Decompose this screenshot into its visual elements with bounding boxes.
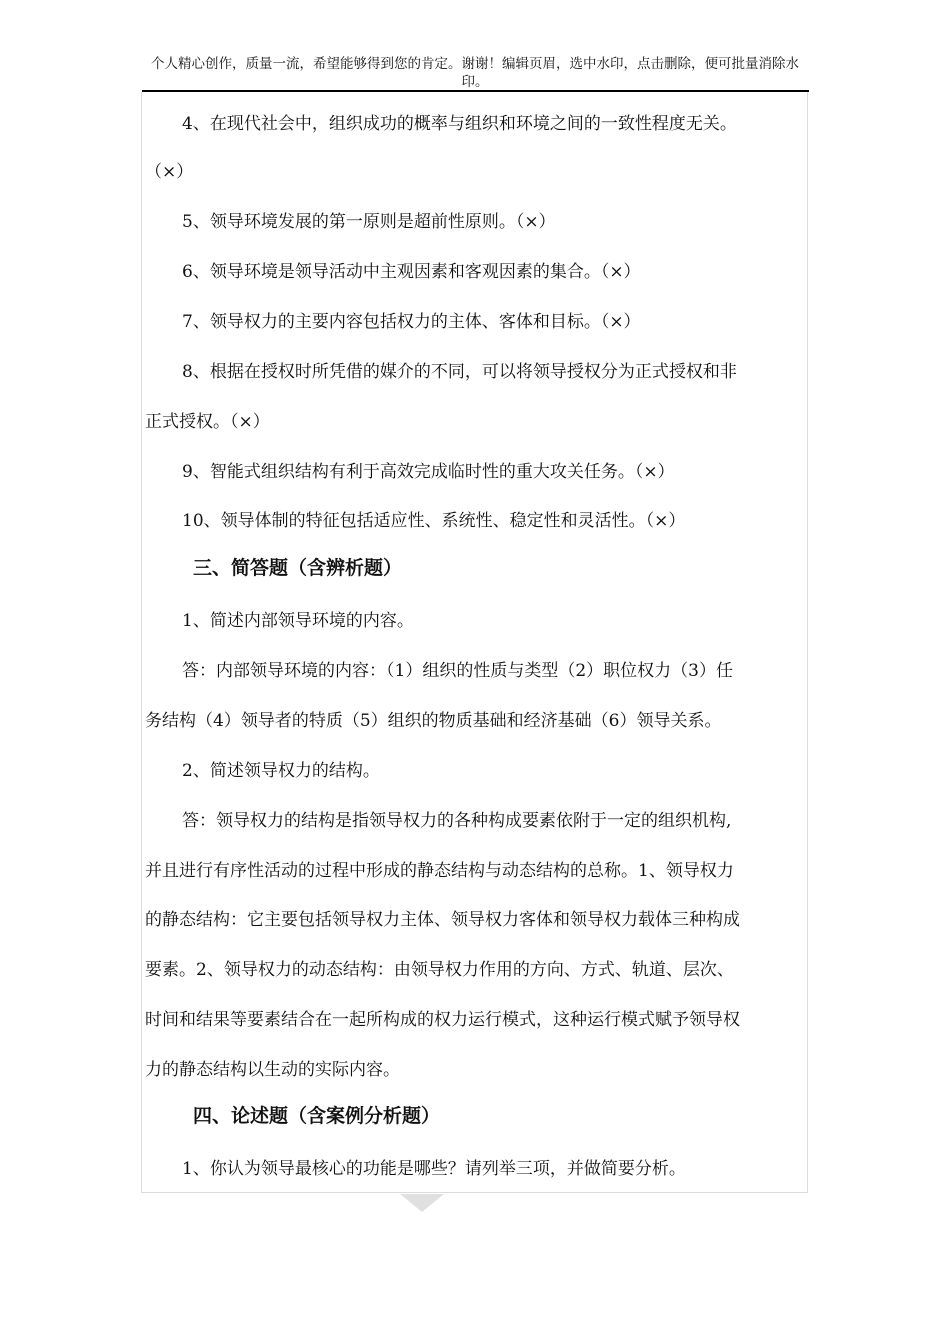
judgment-item-4-mark: （×）	[145, 162, 194, 182]
judgment-item-5: 5、领导环境发展的第一原则是超前性原则。（×）	[182, 212, 556, 232]
section-3-answer-2-line-4: 要素。2、领导权力的动态结构：由领导权力作用的方向、方式、轨道、层次、	[145, 960, 734, 980]
section-3-answer-1-line-2: 务结构（4）领导者的特质（5）组织的物质基础和经济基础（6）领导关系。	[145, 711, 722, 731]
header-watermark-text: 个人精心创作，质量一流，希望能够得到您的肯定。谢谢！编辑页眉，选中水印，点击删除，便可批量消除水印。	[151, 56, 799, 90]
page-corner-fold	[400, 1194, 444, 1212]
section-3-answer-2-line-3: 的静态结构：它主要包括领导权力主体、领导权力客体和领导权力载体三种构成	[145, 910, 740, 930]
judgment-item-6: 6、领导环境是领导活动中主观因素和客观因素的集合。（×）	[182, 262, 641, 282]
judgment-item-8: 8、根据在授权时所凭借的媒介的不同，可以将领导授权分为正式授权和非	[182, 362, 737, 382]
section-3-answer-2-line-6: 力的静态结构以生动的实际内容。	[145, 1060, 400, 1080]
judgment-item-8-cont: 正式授权。（×）	[145, 412, 270, 432]
judgment-item-10: 10、领导体制的特征包括适应性、系统性、稳定性和灵活性。（×）	[182, 511, 686, 531]
section-3-answer-2-line-5: 时间和结果等要素结合在一起所构成的权力运行模式，这种运行模式赋予领导权	[145, 1010, 740, 1030]
judgment-item-9: 9、智能式组织结构有利于高效完成临时性的重大攻关任务。（×）	[182, 462, 675, 482]
section-3-question-2: 2、简述领导权力的结构。	[182, 761, 380, 781]
section-3-heading: 三、简答题（含辨析题）	[193, 557, 403, 579]
page-header	[142, 55, 808, 91]
section-3-answer-1-line-1: 答：内部领导环境的内容：（1）组织的性质与类型（2）职位权力（3）任	[182, 661, 733, 681]
section-4-question-1: 1、你认为领导最核心的功能是哪些？请列举三项，并做简要分析。	[182, 1159, 686, 1179]
section-4-heading: 四、论述题（含案例分析题）	[193, 1105, 441, 1127]
judgment-item-7: 7、领导权力的主要内容包括权力的主体、客体和目标。（×）	[182, 312, 641, 332]
section-3-answer-2-line-1: 答：领导权力的结构是指领导权力的各种构成要素依附于一定的组织机构,	[182, 811, 732, 831]
judgment-item-4: 4、在现代社会中，组织成功的概率与组织和环境之间的一致性程度无关。	[182, 114, 737, 134]
section-3-question-1: 1、简述内部领导环境的内容。	[182, 611, 414, 631]
section-3-answer-2-line-2: 并且进行有序性活动的过程中形成的静态结构与动态结构的总称。1、领导权力	[145, 861, 734, 881]
